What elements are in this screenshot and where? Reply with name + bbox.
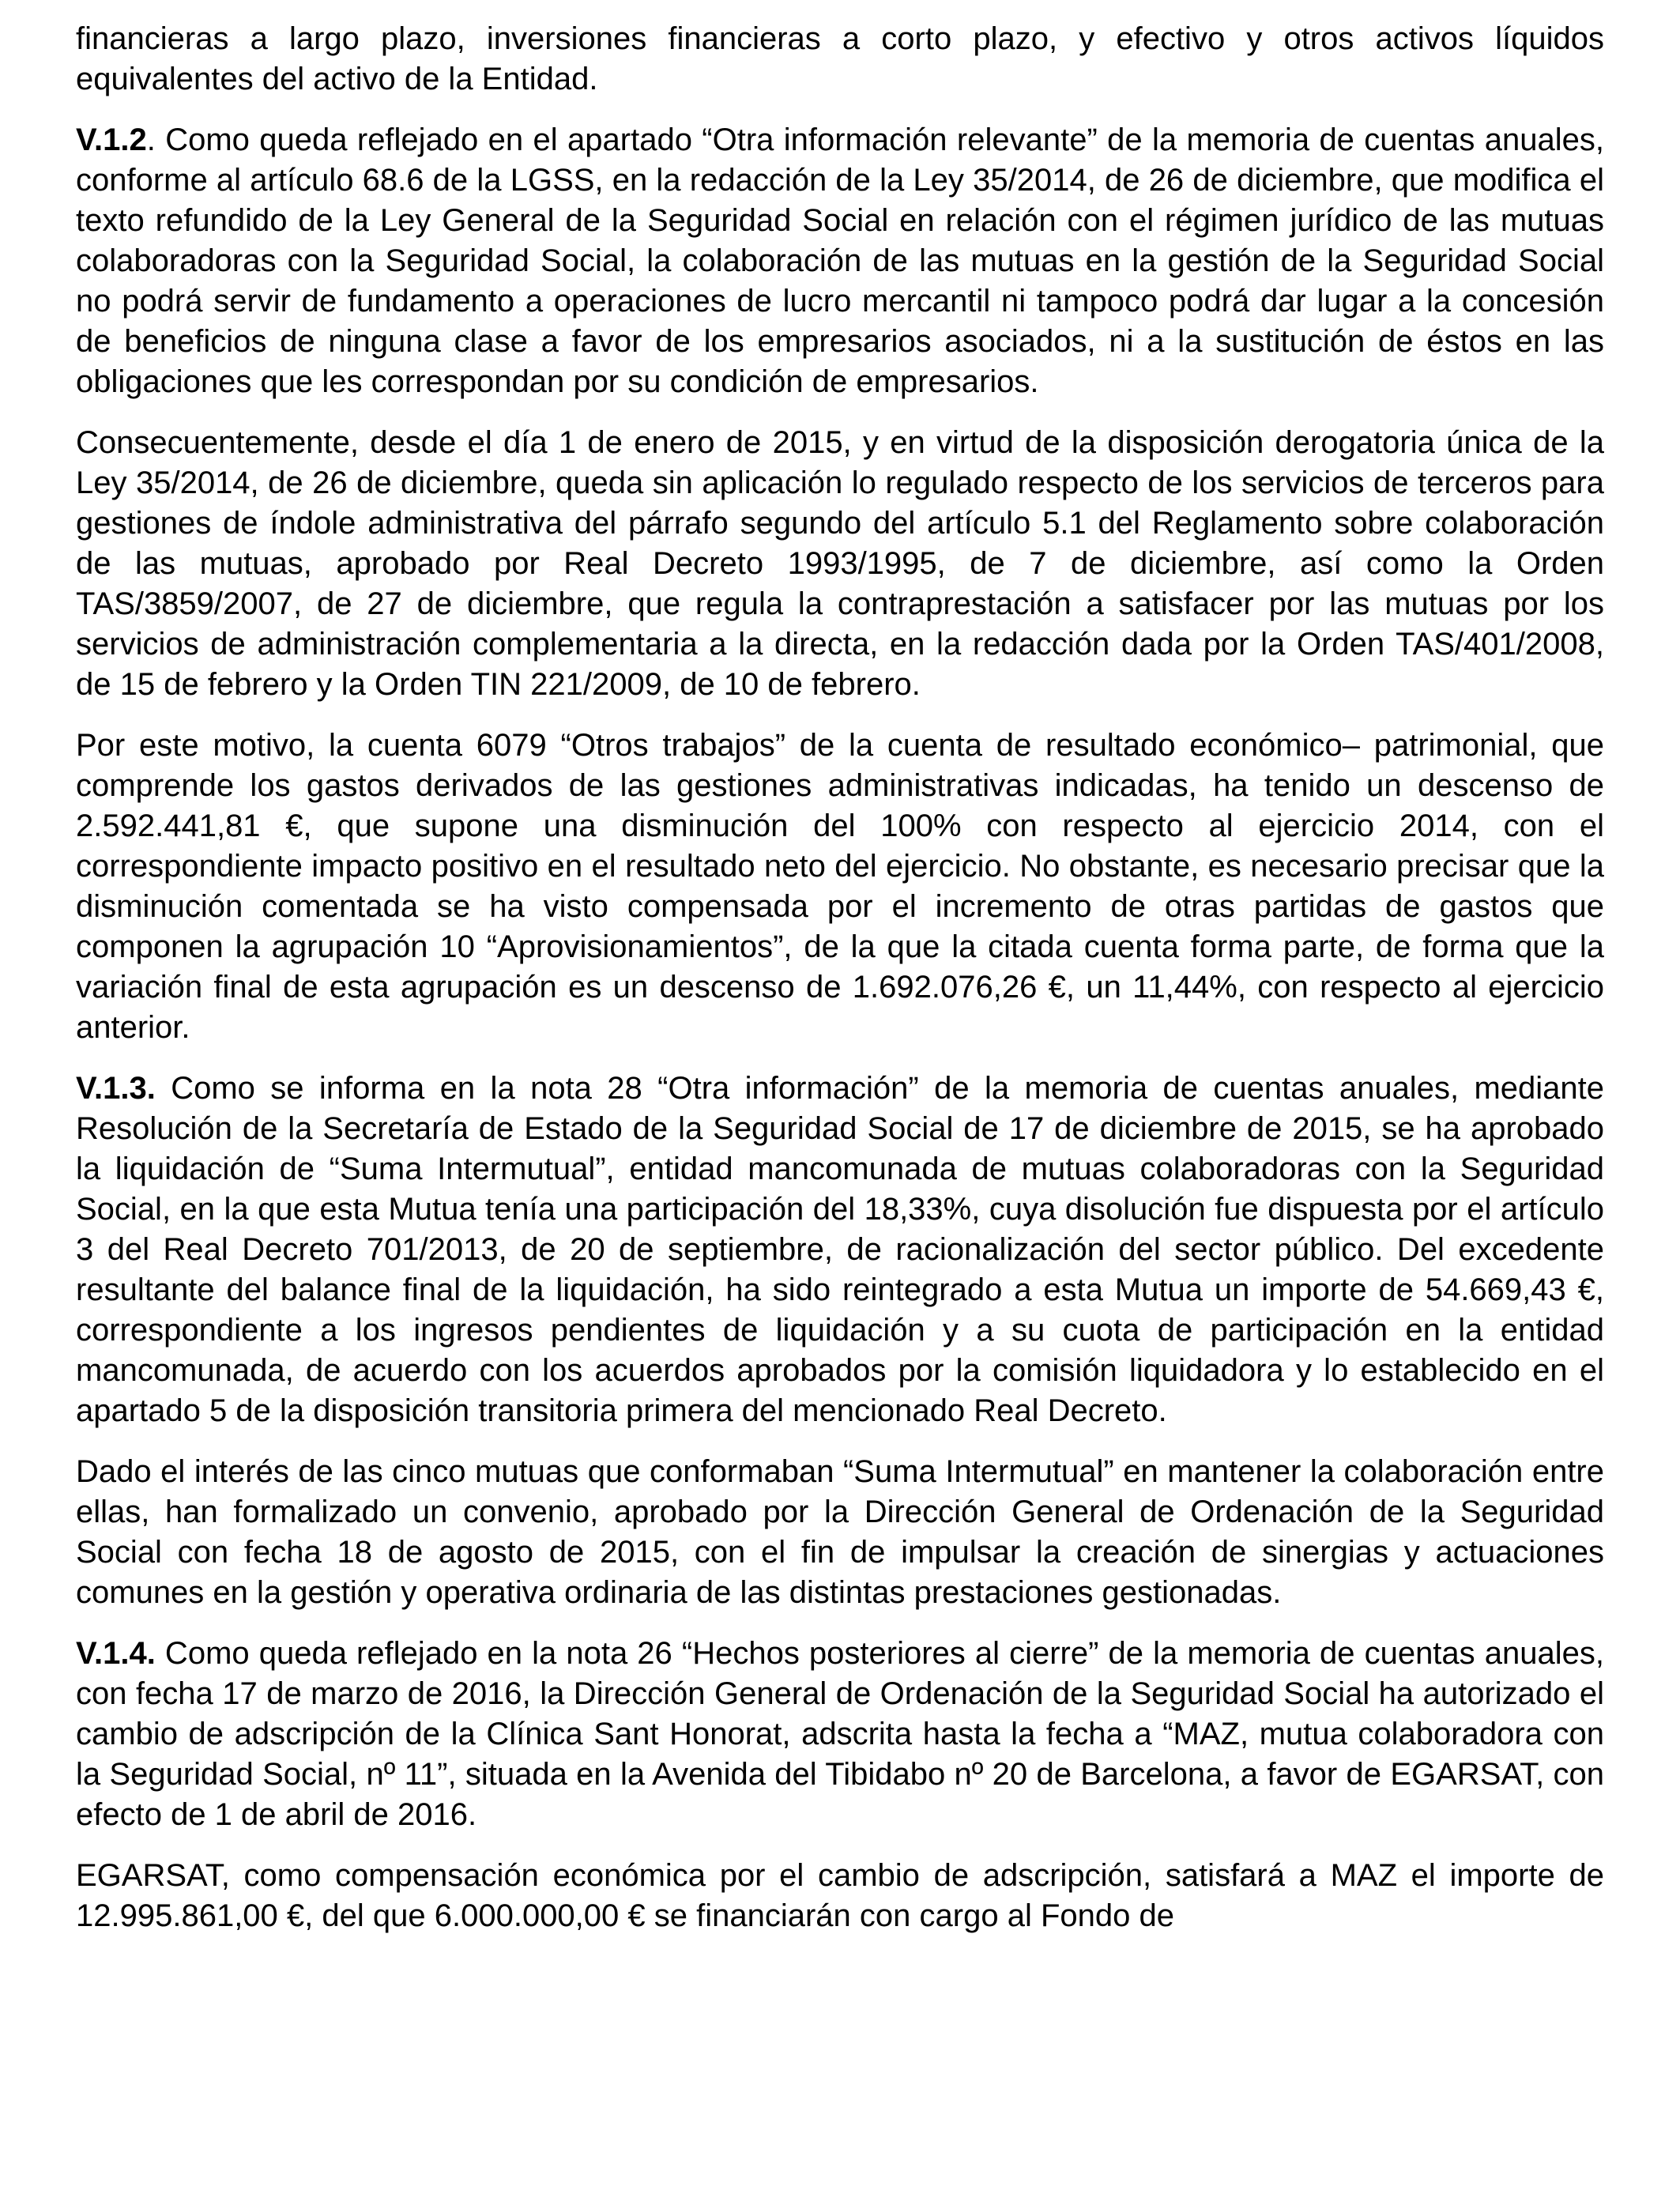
paragraph-text: Como queda reflejado en la nota 26 “Hechos posteriores al cierre” de la memoria de cuentas anuales, con fecha 17 de marzo de 2016, la Dirección General de Ordenación de la Seguridad Social ha autorizado el cambio de adscripción de la Clínica Sant Honorat, adscrita hasta la fecha a “MAZ, mutua colaboradora con la Seguridad Social, nº 11”, situada en la Avenida del Tibidabo nº 20 de Barcelona, a favor de EGARSAT, con efecto de 1 de abril de 2016. — [76, 1636, 1604, 1832]
section-number: V.1.3. — [76, 1071, 156, 1106]
paragraph-text: Por este motivo, la cuenta 6079 “Otros trabajos” de la cuenta de resultado económico– patrimonial, que comprende los gastos derivados de las gestiones administrativas indicadas, ha tenido un descenso de 2.592.441,81 €, que supone una disminución del 100% con respecto al ejercicio 2014, con el correspondiente impacto positivo en el resultado neto del ejercicio. No obstante, es necesario precisar que la disminución comentada se ha visto compensada por el incremento de otras partidas de gastos que componen la agrupación 10 “Aprovisionamientos”, de la que la citada cuenta forma parte, de forma que la variación final de esta agrupación es un descenso de 1.692.076,26 €, un 11,44%, con respecto al ejercicio anterior. — [76, 728, 1604, 1045]
paragraph-text: Como se informa en la nota 28 “Otra información” de la memoria de cuentas anuales, mediante Resolución de la Secretaría de Estado de la Seguridad Social de 17 de diciembre de 2015, se ha aprobado la liquidación de “Suma Intermutual”, entidad mancomunada de mutuas colaboradoras con la Seguridad Social, en la que esta Mutua tenía una participación del 18,33%, cuya disolución fue dispuesta por el artículo 3 del Real Decreto 701/2013, de 20 de septiembre, de racionalización del sector público. Del excedente resultante del balance final de la liquidación, ha sido reintegrado a esta Mutua un importe de 54.669,43 €, correspondiente a los ingresos pendientes de liquidación y a su cuota de participación en la entidad mancomunada, de acuerdo con los acuerdos aprobados por la comisión liquidadora y lo establecido en el apartado 5 de la disposición transitoria primera del mencionado Real Decreto. — [76, 1071, 1604, 1428]
paragraph-continuation — [76, 19, 1604, 100]
section-number: V.1.2 — [76, 123, 147, 157]
paragraph-text: . Como queda reflejado en el apartado “Otra información relevante” de la memoria de cuentas anuales, conforme al artículo 68.6 de la LGSS, en la redacción de la Ley 35/2014, de 26 de diciembre, que modifica el texto refundido de la Ley General de la Seguridad Social en relación con el régimen jurídico de las mutuas colaboradoras con la Seguridad Social, la colaboración de las mutuas en la gestión de la Seguridad Social no podrá servir de fundamento a operaciones de lucro mercantil ni tampoco podrá dar lugar a la concesión de beneficios de ninguna clase a favor de los empresarios asociados, ni a la sustitución de éstos en las obligaciones que les correspondan por su condición de empresarios. — [76, 123, 1604, 399]
paragraph-consecuentemente — [76, 423, 1604, 705]
paragraph-v-1-3 — [76, 1069, 1604, 1431]
document-page — [76, 19, 1604, 1957]
paragraph-egarsat — [76, 1856, 1604, 1936]
paragraph-v-1-4 — [76, 1634, 1604, 1835]
paragraph-por-este-motivo — [76, 726, 1604, 1048]
section-number: V.1.4. — [76, 1636, 156, 1671]
paragraph-v-1-2 — [76, 120, 1604, 402]
paragraph-text: EGARSAT, como compensación económica por el cambio de adscripción, satisfará a MAZ el importe de 12.995.861,00 €, del que 6.000.000,00 € se financiarán con cargo al Fondo de — [76, 1858, 1604, 1933]
paragraph-text: Dado el interés de las cinco mutuas que conformaban “Suma Intermutual” en mantener la colaboración entre ellas, han formalizado un convenio, aprobado por la Dirección General de Ordenación de la Seguridad Social con fecha 18 de agosto de 2015, con el fin de impulsar la creación de sinergias y actuaciones comunes en la gestión y operativa ordinaria de las distintas prestaciones gestionadas. — [76, 1454, 1604, 1610]
paragraph-text: Consecuentemente, desde el día 1 de enero de 2015, y en virtud de la disposición derogatoria única de la Ley 35/2014, de 26 de diciembre, queda sin aplicación lo regulado respecto de los servicios de terceros para gestiones de índole administrativa del párrafo segundo del artículo 5.1 del Reglamento sobre colaboración de las mutuas, aprobado por Real Decreto 1993/1995, de 7 de diciembre, así como la Orden TAS/3859/2007, de 27 de diciembre, que regula la contraprestación a satisfacer por las mutuas por los servicios de administración complementaria a la directa, en la redacción dada por la Orden TAS/401/2008, de 15 de febrero y la Orden TIN 221/2009, de 10 de febrero. — [76, 425, 1604, 702]
paragraph-dado-el-interes — [76, 1452, 1604, 1613]
paragraph-text: financieras a largo plazo, inversiones financieras a corto plazo, y efectivo y otros activos líquidos equivalentes del activo de la Entidad. — [76, 21, 1604, 96]
